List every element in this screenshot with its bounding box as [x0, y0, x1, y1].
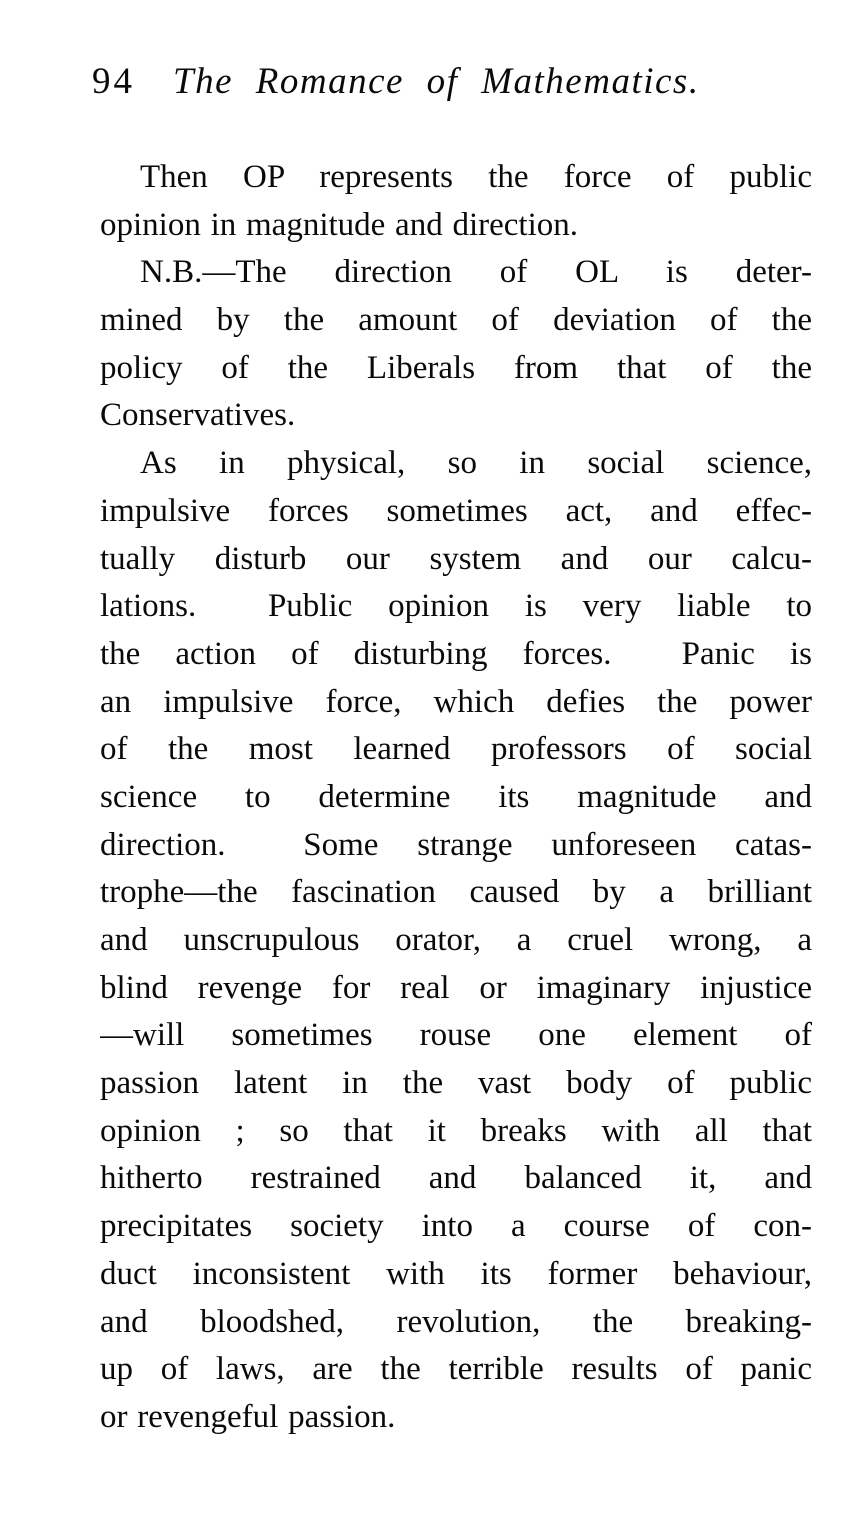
text-line: mined by the amount of deviation of the	[100, 302, 812, 339]
text-line: trophe—the fascination caused by a brilliant	[100, 874, 812, 911]
text-line: N.B.—The direction of OL is deter-	[140, 254, 812, 291]
text-line: or revengeful passion.	[100, 1398, 396, 1435]
text-line: opinion in magnitude and direction.	[100, 206, 578, 243]
text-line: up of laws, are the terrible results of panic	[100, 1351, 812, 1388]
text-line: tually disturb our system and our calcu-	[100, 540, 812, 577]
text-line: lations. Public opinion is very liable to	[100, 588, 812, 625]
text-line: impulsive forces sometimes act, and effec-	[100, 492, 812, 529]
text-line: Then OP represents the force of public	[140, 159, 812, 195]
page-number: 94	[92, 61, 135, 102]
text-line: opinion ; so that it breaks with all that	[100, 1112, 812, 1149]
text-line: policy of the Liberals from that of the	[100, 349, 812, 386]
page-header	[92, 60, 812, 103]
text-line: precipitates society into a course of con-	[100, 1208, 812, 1245]
text-line: and bloodshed, revolution, the breaking-	[100, 1303, 812, 1340]
page-body	[100, 154, 812, 1442]
text-line: and unscrupulous orator, a cruel wrong, a	[100, 922, 812, 958]
text-line: an impulsive force, which defies the power	[100, 683, 812, 720]
text-line: direction. Some strange unforeseen catas-	[100, 826, 812, 863]
text-line: As in physical, so in social science,	[140, 445, 812, 482]
text-line: hitherto restrained and balanced it, and	[100, 1160, 812, 1197]
text-line: Conservatives.	[100, 397, 296, 434]
text-line: of the most learned professors of social	[100, 731, 812, 768]
text-line: science to determine its magnitude and	[100, 778, 812, 815]
text-line: passion latent in the vast body of public	[100, 1065, 812, 1102]
text-line: duct inconsistent with its former behaviour,	[100, 1255, 812, 1292]
running-title: The Romance of Mathematics.	[173, 61, 700, 102]
text-line: —will sometimes rouse one element of	[100, 1017, 812, 1054]
text-line: the action of disturbing forces. Panic is	[100, 635, 812, 672]
text-line: blind revenge for real or imaginary injustice	[100, 969, 812, 1006]
